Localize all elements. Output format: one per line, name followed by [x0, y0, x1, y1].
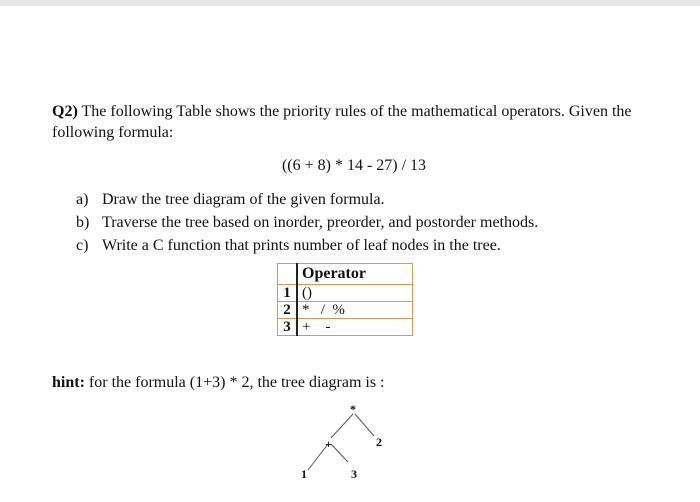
operators-cell: * / %	[297, 302, 413, 319]
tree-node-right: 2	[376, 435, 382, 449]
tree-edge	[355, 414, 374, 436]
task-text: Traverse the tree based on inorder, preorder, and postorder methods.	[102, 214, 539, 231]
hint-label: hint:	[52, 374, 85, 391]
operator-priority-table	[277, 263, 413, 336]
tree-edge	[331, 444, 348, 462]
table-row	[278, 285, 413, 302]
table-header-row	[278, 264, 413, 285]
tree-edge	[331, 414, 353, 438]
priority-cell: 3	[278, 319, 298, 336]
question-body: The following Table shows the priority rules of the mathematical operators. Given the following formula:	[52, 103, 632, 141]
tree-node-left: +	[325, 437, 332, 451]
task-label: a)	[76, 191, 89, 208]
example-tree-diagram	[290, 400, 400, 490]
hint	[52, 374, 385, 392]
priority-cell: 2	[278, 302, 298, 319]
task-label: c)	[76, 237, 89, 254]
table-row	[278, 319, 413, 336]
task-text: Write a C function that prints number of leaf nodes in the tree.	[102, 237, 501, 254]
question-text	[52, 101, 664, 143]
task-text: Draw the tree diagram of the given formula.	[102, 191, 385, 208]
top-bar	[0, 0, 700, 6]
question-number: Q2)	[52, 103, 78, 120]
task-list	[76, 188, 538, 257]
table-header: Operator	[297, 264, 413, 285]
task-item	[76, 211, 538, 234]
operators-cell: + -	[297, 319, 413, 336]
table-corner-cell	[278, 264, 298, 285]
table-row	[278, 302, 413, 319]
operators-cell: ()	[297, 285, 413, 302]
task-label: b)	[76, 214, 90, 231]
task-item	[76, 234, 538, 257]
priority-cell: 1	[278, 285, 298, 302]
tree-node-root: *	[350, 402, 356, 416]
hint-text: for the formula (1+3) * 2, the tree diagram is :	[88, 374, 385, 391]
tree-node-left-left: 1	[301, 467, 307, 481]
tree-node-left-right: 3	[351, 467, 357, 481]
task-item	[76, 188, 538, 211]
formula: ((6 + 8) * 14 - 27) / 13	[281, 157, 427, 174]
